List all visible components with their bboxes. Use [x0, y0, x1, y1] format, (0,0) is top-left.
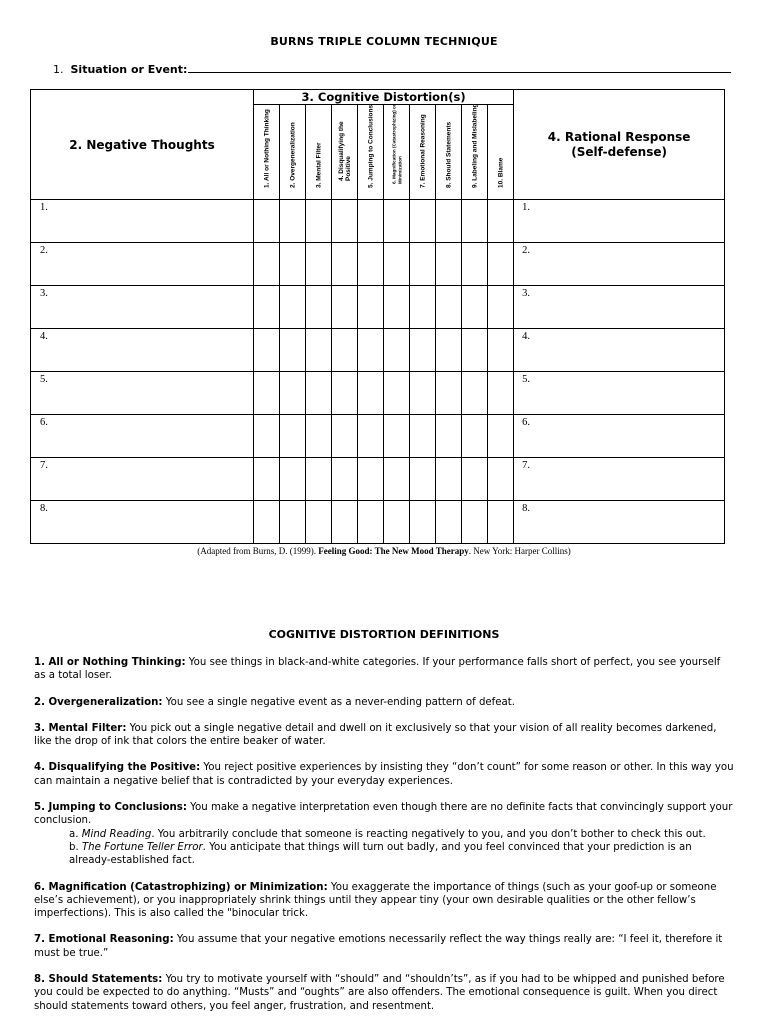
- worksheet-row: [31, 458, 725, 501]
- distortion-checkbox-cell[interactable]: [280, 415, 306, 458]
- worksheet-row: [31, 200, 725, 243]
- distortion-checkbox-cell[interactable]: [488, 501, 514, 544]
- sub-prefix: b.: [69, 841, 82, 853]
- worksheet-row: [31, 372, 725, 415]
- row-number: 4.: [522, 331, 530, 342]
- distortion-checkbox-cell[interactable]: [436, 415, 462, 458]
- distortion-checkbox-cell[interactable]: [462, 372, 488, 415]
- worksheet-row: [31, 329, 725, 372]
- distortion-checkbox-cell[interactable]: [384, 415, 410, 458]
- definition-5: [34, 801, 734, 867]
- rational-response-cell[interactable]: [514, 415, 725, 458]
- distortion-checkbox-cell[interactable]: [280, 501, 306, 544]
- distortion-col-10: [488, 105, 514, 200]
- distortion-checkbox-cell[interactable]: [358, 372, 384, 415]
- distortion-checkbox-cell[interactable]: [384, 372, 410, 415]
- row-number: 1.: [40, 202, 48, 213]
- distortion-checkbox-cell[interactable]: [410, 458, 436, 501]
- page-title: BURNS TRIPLE COLUMN TECHNIQUE: [270, 35, 498, 48]
- distortion-label-8: 8. Should Statements: [445, 121, 452, 188]
- row-number: 3.: [522, 288, 530, 299]
- negative-thought-cell[interactable]: [31, 372, 254, 415]
- worksheet-row: [31, 501, 725, 544]
- distortion-checkbox-cell[interactable]: [436, 286, 462, 329]
- distortion-checkbox-cell[interactable]: [488, 458, 514, 501]
- distortion-checkbox-cell[interactable]: [358, 200, 384, 243]
- definition-text: You assume that your negative emotions necessarily reflect the way things really are: “I feel it, therefore it must be true.”: [34, 934, 723, 959]
- worksheet-row: [31, 286, 725, 329]
- distortion-checkbox-cell[interactable]: [332, 415, 358, 458]
- distortion-checkbox-cell[interactable]: [358, 329, 384, 372]
- distortion-checkbox-cell[interactable]: [488, 243, 514, 286]
- rational-response-header: [514, 90, 725, 200]
- distortion-checkbox-cell[interactable]: [436, 501, 462, 544]
- distortion-checkbox-cell[interactable]: [384, 458, 410, 501]
- definition-6: [34, 881, 734, 921]
- definition-text: You see things in black-and-white categories. If your performance falls short of perfect, you see yourself as a total loser.: [34, 657, 721, 682]
- distortion-checkbox-cell[interactable]: [488, 286, 514, 329]
- rational-response-cell[interactable]: [514, 200, 725, 243]
- distortion-checkbox-cell[interactable]: [436, 200, 462, 243]
- distortion-checkbox-cell[interactable]: [280, 200, 306, 243]
- row-number: 7.: [40, 460, 48, 471]
- situation-field: [53, 62, 731, 76]
- distortion-checkbox-cell[interactable]: [410, 200, 436, 243]
- distortion-checkbox-cell[interactable]: [254, 329, 280, 372]
- definition-5b: [34, 841, 734, 868]
- worksheet-row: [31, 415, 725, 458]
- distortion-checkbox-cell[interactable]: [306, 286, 332, 329]
- definition-term: 8. Should Statements:: [34, 974, 163, 986]
- distortion-label-1: 1. All or Nothing Thinking: [263, 109, 270, 188]
- distortion-checkbox-cell[interactable]: [410, 415, 436, 458]
- distortion-checkbox-cell[interactable]: [306, 415, 332, 458]
- definition-7: [34, 933, 734, 960]
- row-number: 5.: [40, 374, 48, 385]
- distortion-checkbox-cell[interactable]: [358, 286, 384, 329]
- distortion-checkbox-cell[interactable]: [358, 458, 384, 501]
- distortion-checkbox-cell[interactable]: [280, 286, 306, 329]
- distortion-checkbox-cell[interactable]: [306, 329, 332, 372]
- negative-thoughts-header: [31, 90, 254, 200]
- definition-term: 6. Magnification (Catastrophizing) or Minimization:: [34, 881, 328, 893]
- distortion-checkbox-cell[interactable]: [358, 243, 384, 286]
- situation-input-line[interactable]: [188, 62, 731, 73]
- distortion-checkbox-cell[interactable]: [436, 458, 462, 501]
- distortion-checkbox-cell[interactable]: [280, 243, 306, 286]
- definition-term: 5. Jumping to Conclusions:: [34, 802, 187, 814]
- distortion-col-7: [410, 105, 436, 200]
- negative-thought-cell[interactable]: [31, 329, 254, 372]
- definition-3: [34, 722, 734, 749]
- citation-book-title: Feeling Good: The New Mood Therapy: [318, 546, 469, 556]
- distortion-checkbox-cell[interactable]: [306, 458, 332, 501]
- distortion-checkbox-cell[interactable]: [462, 458, 488, 501]
- distortion-checkbox-cell[interactable]: [358, 415, 384, 458]
- distortion-checkbox-cell[interactable]: [488, 200, 514, 243]
- distortion-checkbox-cell[interactable]: [306, 501, 332, 544]
- sub-text: . You arbitrarily conclude that someone is reacting negatively to you, and you don’t bother to check this out.: [151, 828, 706, 840]
- distortion-checkbox-cell[interactable]: [254, 243, 280, 286]
- definition-text: You try to motivate yourself with “should” and “shouldn’ts”, as if you had to be whipped and punished before you could be expected to do anything. “Musts” and “oughts” are also offenders. The emotional consequence is guilt. When you direct should statements toward others, you feel anger, frustration, and resentment.: [34, 974, 725, 1012]
- distortion-label-5: 5. Jumping to Conclusions: [367, 104, 374, 188]
- distortion-checkbox-cell[interactable]: [462, 329, 488, 372]
- distortion-checkbox-cell[interactable]: [488, 372, 514, 415]
- row-number: 5.: [522, 374, 530, 385]
- self-defense-label: (Self-defense): [571, 144, 667, 159]
- negative-thought-cell[interactable]: [31, 200, 254, 243]
- definition-2: [34, 696, 734, 709]
- distortion-checkbox-cell[interactable]: [254, 200, 280, 243]
- distortion-checkbox-cell[interactable]: [280, 458, 306, 501]
- distortion-col-9: [462, 105, 488, 200]
- distortion-checkbox-cell[interactable]: [384, 243, 410, 286]
- distortion-col-4: [332, 105, 358, 200]
- distortion-label-3: 3. Mental Filter: [315, 142, 322, 188]
- definition-text: You reject positive experiences by insisting they “don’t count” for some reason or other. In this way you can maintain a negative belief that is contradicted by your everyday experiences.: [34, 762, 734, 787]
- distortion-checkbox-cell[interactable]: [332, 286, 358, 329]
- distortion-checkbox-cell[interactable]: [358, 501, 384, 544]
- distortion-checkbox-cell[interactable]: [384, 200, 410, 243]
- distortion-label-4: 4. Disqualifying the Positive: [337, 121, 352, 181]
- distortion-checkbox-cell[interactable]: [306, 200, 332, 243]
- distortion-checkbox-cell[interactable]: [332, 458, 358, 501]
- distortion-checkbox-cell[interactable]: [384, 286, 410, 329]
- distortion-label-2: 2. Overgeneralization: [289, 122, 296, 188]
- definition-term: 4. Disqualifying the Positive:: [34, 762, 201, 774]
- distortion-checkbox-cell[interactable]: [488, 415, 514, 458]
- situation-label: Situation or Event:: [70, 63, 188, 76]
- distortion-checkbox-cell[interactable]: [254, 286, 280, 329]
- citation-suffix: . New York: Harper Collins): [468, 546, 571, 556]
- situation-number: 1.: [53, 63, 64, 76]
- rational-response-cell[interactable]: [514, 501, 725, 544]
- distortion-label-10: 10. Blame: [497, 157, 505, 188]
- negative-thought-cell[interactable]: [31, 243, 254, 286]
- distortion-checkbox-cell[interactable]: [254, 372, 280, 415]
- distortion-checkbox-cell[interactable]: [254, 415, 280, 458]
- sub-term: The Fortune Teller Error: [81, 841, 203, 853]
- distortion-checkbox-cell[interactable]: [332, 372, 358, 415]
- citation: [0, 546, 768, 556]
- row-number: 2.: [522, 245, 530, 256]
- negative-thought-cell[interactable]: [31, 415, 254, 458]
- distortion-checkbox-cell[interactable]: [436, 243, 462, 286]
- worksheet-row: [31, 243, 725, 286]
- distortion-checkbox-cell[interactable]: [280, 329, 306, 372]
- distortion-checkbox-cell[interactable]: [410, 286, 436, 329]
- rational-response-label: 4. Rational Response: [547, 129, 691, 144]
- row-number: 3.: [40, 288, 48, 299]
- rational-response-cell[interactable]: [514, 458, 725, 501]
- definition-4: [34, 761, 734, 788]
- distortion-label-6: 6. Magnification (Catastrophizing) or Minimization: [391, 104, 402, 184]
- row-number: 6.: [522, 417, 530, 428]
- rational-response-cell[interactable]: [514, 286, 725, 329]
- triple-column-table: [30, 89, 725, 544]
- definition-term: 7. Emotional Reasoning:: [34, 934, 174, 946]
- distortion-col-5: [358, 105, 384, 200]
- distortion-label-7: 7. Emotional Reasoning: [419, 114, 426, 188]
- sub-prefix: a.: [69, 828, 82, 840]
- distortion-checkbox-cell[interactable]: [306, 243, 332, 286]
- row-number: 2.: [40, 245, 48, 256]
- citation-prefix: (Adapted from Burns, D. (1999).: [197, 546, 319, 556]
- definition-5a: [34, 828, 734, 841]
- distortion-col-2: [280, 105, 306, 200]
- distortion-checkbox-cell[interactable]: [410, 329, 436, 372]
- distortion-checkbox-cell[interactable]: [488, 329, 514, 372]
- distortion-label-9: 9. Labeling and Mislabeling: [471, 103, 478, 188]
- distortion-col-1: [254, 105, 280, 200]
- distortion-checkbox-cell[interactable]: [332, 243, 358, 286]
- distortion-checkbox-cell[interactable]: [436, 372, 462, 415]
- distortion-checkbox-cell[interactable]: [254, 458, 280, 501]
- rational-response-cell[interactable]: [514, 329, 725, 372]
- distortion-checkbox-cell[interactable]: [306, 372, 332, 415]
- row-number: 8.: [522, 503, 530, 514]
- distortion-checkbox-cell[interactable]: [462, 286, 488, 329]
- rational-response-cell[interactable]: [514, 243, 725, 286]
- rational-response-cell[interactable]: [514, 372, 725, 415]
- distortion-checkbox-cell[interactable]: [462, 415, 488, 458]
- definition-text: You exaggerate the importance of things (such as your goof-up or someone else’s achievement), or you inappropriately shrink things until they appear tiny (your own desirable qualities or the other fellow’s imperfections). This is also called the "binocular trick.: [34, 881, 717, 920]
- distortion-checkbox-cell[interactable]: [462, 200, 488, 243]
- distortion-checkbox-cell[interactable]: [462, 501, 488, 544]
- distortion-checkbox-cell[interactable]: [332, 329, 358, 372]
- definitions-list: [34, 656, 734, 1026]
- definition-term: 2. Overgeneralization:: [34, 696, 163, 708]
- negative-thought-cell[interactable]: [31, 501, 254, 544]
- row-number: 8.: [40, 503, 48, 514]
- definition-term: 3. Mental Filter:: [34, 722, 127, 734]
- definition-term: 1. All or Nothing Thinking:: [34, 657, 186, 668]
- distortion-checkbox-cell[interactable]: [436, 329, 462, 372]
- distortion-checkbox-cell[interactable]: [254, 501, 280, 544]
- cognitive-distortions-label: 3. Cognitive Distortion(s): [301, 90, 466, 104]
- definition-text: You see a single negative event as a never-ending pattern of defeat.: [162, 696, 516, 708]
- distortion-col-6: [384, 105, 410, 200]
- definition-text: You pick out a single negative detail and dwell on it exclusively so that your vision of all reality becomes darkened, like the drop of ink that colors the entire beaker of water.: [34, 722, 717, 748]
- negative-thoughts-label: 2. Negative Thoughts: [69, 137, 215, 152]
- definition-1: [34, 656, 734, 683]
- sub-term: Mind Reading: [81, 828, 152, 840]
- row-number: 6.: [40, 417, 48, 428]
- distortion-col-8: [436, 105, 462, 200]
- distortion-checkbox-cell[interactable]: [332, 501, 358, 544]
- negative-thought-cell[interactable]: [31, 286, 254, 329]
- definitions-title: COGNITIVE DISTORTION DEFINITIONS: [268, 628, 500, 641]
- distortion-checkbox-cell[interactable]: [410, 501, 436, 544]
- row-number: 7.: [522, 460, 530, 471]
- distortion-col-3: [306, 105, 332, 200]
- row-number: 4.: [40, 331, 48, 342]
- distortion-checkbox-cell[interactable]: [384, 501, 410, 544]
- distortion-checkbox-cell[interactable]: [410, 372, 436, 415]
- distortion-checkbox-cell[interactable]: [332, 200, 358, 243]
- distortion-checkbox-cell[interactable]: [410, 243, 436, 286]
- distortion-checkbox-cell[interactable]: [280, 372, 306, 415]
- row-number: 1.: [522, 202, 530, 213]
- definition-text: You make a negative interpretation even though there are no definite facts that convincingly support your conclusion.: [34, 802, 733, 827]
- definition-8: [34, 973, 734, 1013]
- distortion-checkbox-cell[interactable]: [384, 329, 410, 372]
- distortion-checkbox-cell[interactable]: [462, 243, 488, 286]
- negative-thought-cell[interactable]: [31, 458, 254, 501]
- sub-text: . You anticipate that things will turn out badly, and you feel convinced that your prediction is an already-established fact.: [69, 841, 692, 867]
